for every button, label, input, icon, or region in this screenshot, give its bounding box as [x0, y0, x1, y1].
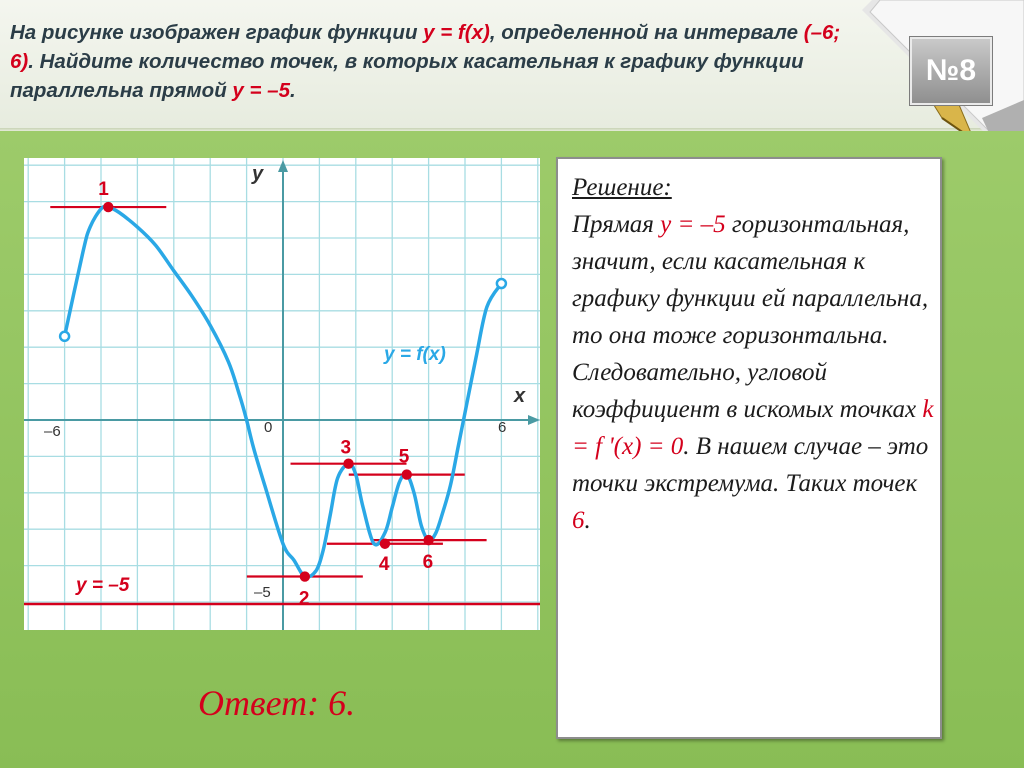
extremum-point: [423, 535, 433, 545]
problem-statement: [10, 18, 860, 105]
solution-title: Решение:: [572, 174, 672, 201]
solution-line-1: Прямая: [572, 211, 661, 238]
point-label: 6: [422, 552, 434, 574]
extremum-point: [402, 469, 412, 479]
graph-canvas: [24, 158, 540, 630]
x-axis-label: x: [514, 385, 526, 407]
problem-text-1: На рисунке изображен график функции: [10, 21, 424, 44]
function-graph: [24, 158, 540, 630]
solution-formula: k = f '(x) = 0: [572, 396, 934, 460]
solution-body-1: горизонтальная, значит, если касательная к графику функции ей параллельна, то она тоже горизонтальна. Следовательно, угловой коэффициент в искомых точках: [572, 211, 929, 423]
solution-panel: [556, 157, 942, 739]
open-endpoint: [60, 332, 69, 341]
x-max-label: 6: [498, 419, 507, 436]
problem-text-3: . Найдите количество точек, в которых касательная к графику функции параллельна прямой: [10, 50, 804, 102]
extremum-points: [103, 202, 434, 582]
x-min-label: –6: [44, 423, 61, 440]
point-label: 3: [340, 437, 352, 459]
open-endpoint: [497, 279, 506, 288]
solution-text: [572, 169, 938, 539]
y-min-label: –5: [254, 584, 271, 601]
line-equation: y = –5: [232, 79, 290, 102]
origin-label: 0: [264, 419, 273, 436]
solution-body-2: . В нашем случае – это точки экстремума. Таких точек: [572, 433, 929, 497]
y-axis-arrow-icon: [278, 160, 288, 172]
function-notation: y = f(x): [423, 21, 490, 44]
point-label: 5: [398, 446, 410, 468]
interval-notation: (–6; 6): [10, 21, 841, 73]
task-number-badge: №8: [910, 37, 992, 105]
answer-text: Ответ: 6.: [198, 683, 356, 723]
extremum-point: [300, 571, 310, 581]
extremum-point: [380, 539, 390, 549]
solution-line-equation: y = –5: [660, 211, 726, 238]
point-label: 2: [298, 588, 310, 610]
extremum-point: [103, 202, 113, 212]
problem-text-2: , определенной на интервале: [489, 21, 804, 44]
point-label: 4: [378, 553, 390, 575]
solution-count: 6: [572, 507, 585, 534]
line-label: y = –5: [76, 575, 130, 596]
extremum-point: [343, 458, 353, 468]
function-label: y = f(x): [384, 344, 446, 365]
problem-text-4: .: [290, 79, 296, 102]
solution-end: .: [584, 507, 591, 534]
y-axis-label: y: [252, 163, 264, 185]
point-label: 1: [98, 179, 109, 201]
